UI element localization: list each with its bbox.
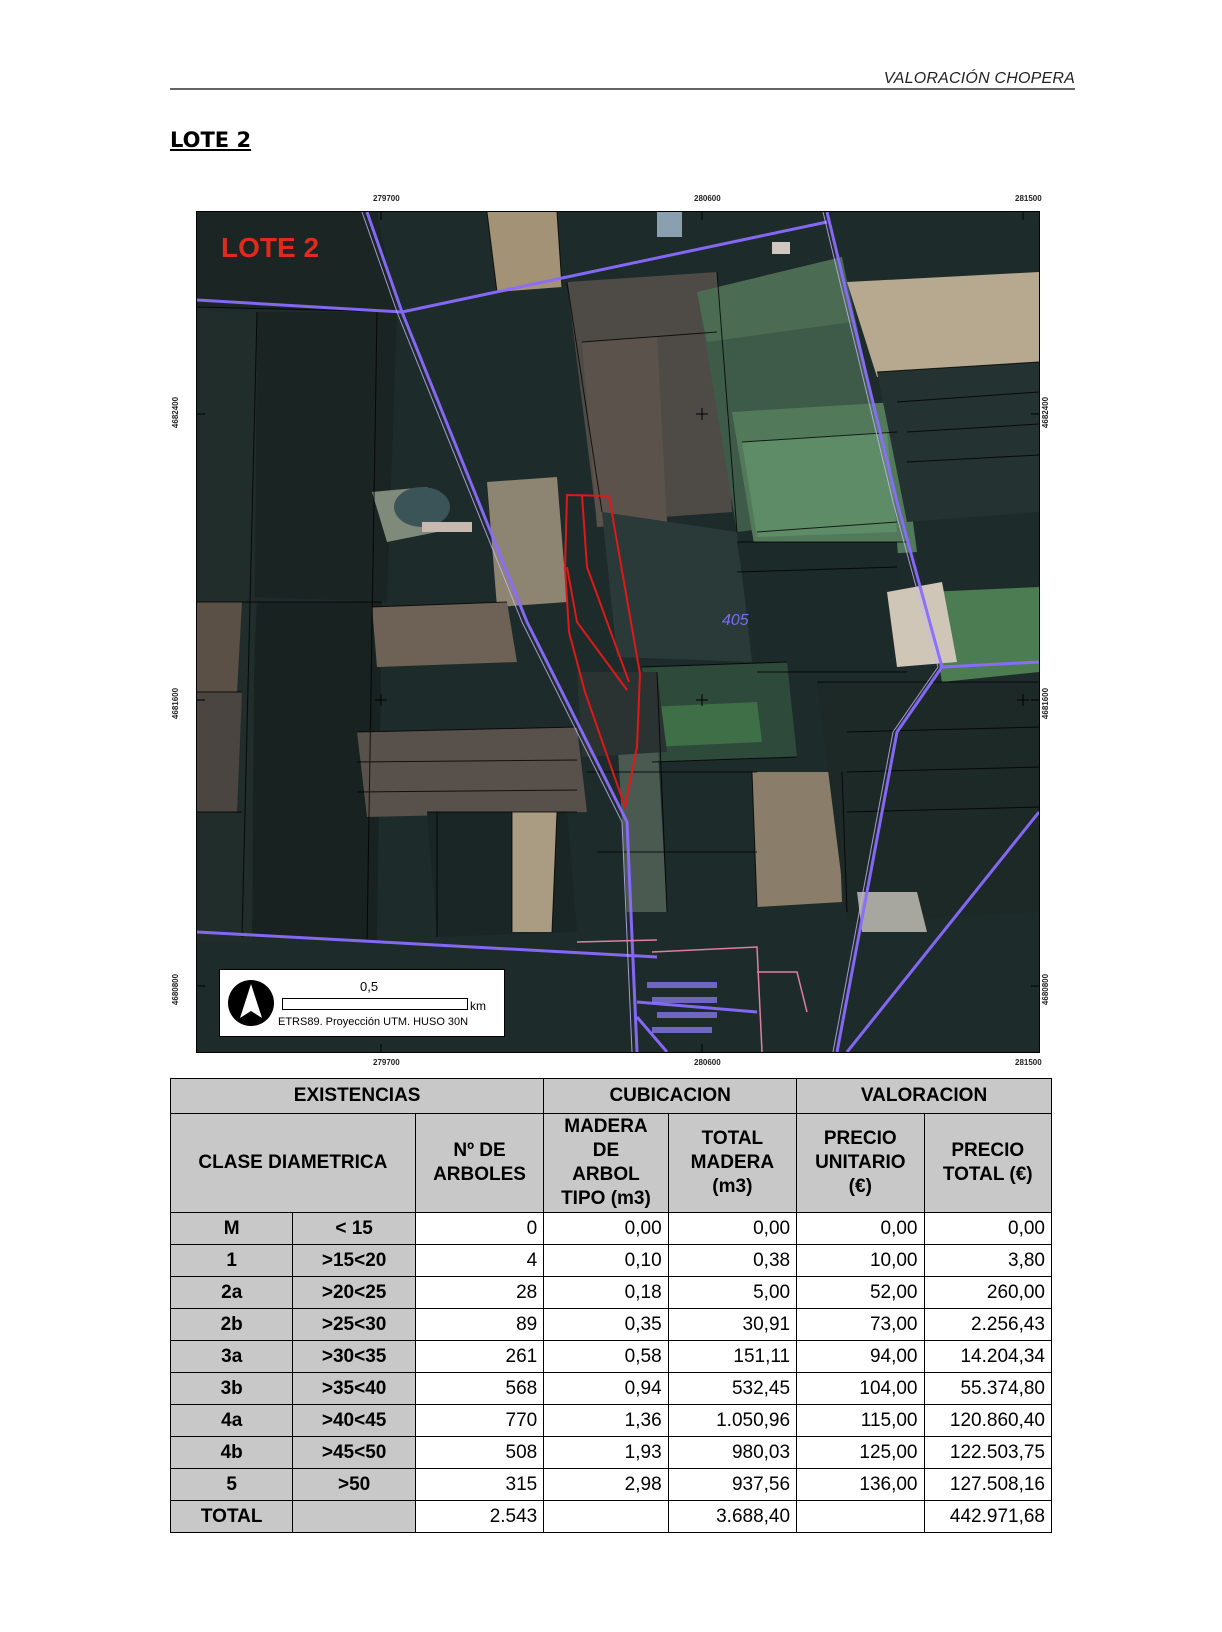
cell-clase: 3a: [171, 1341, 293, 1373]
table-row: [171, 1341, 1052, 1373]
header-divider: [170, 88, 1075, 90]
total-label: TOTAL: [171, 1501, 293, 1533]
cell-precio-total: 120.860,40: [924, 1405, 1052, 1437]
cell-clase: 2a: [171, 1277, 293, 1309]
header-num-arboles: Nº DE ARBOLES: [415, 1114, 543, 1213]
cell-total-madera: 937,56: [668, 1469, 796, 1501]
cell-total-madera: 1.050,96: [668, 1405, 796, 1437]
cell-madera: 0,58: [544, 1341, 668, 1373]
cell-rango: >35<40: [293, 1373, 415, 1405]
table-row: [171, 1405, 1052, 1437]
table-row: [171, 1469, 1052, 1501]
cell-precio-total: 55.374,80: [924, 1373, 1052, 1405]
cell-madera: 0,35: [544, 1309, 668, 1341]
coord-y-right-2: 4681600: [1041, 687, 1051, 720]
total-madera: 3.688,40: [668, 1501, 796, 1533]
cell-arboles: 261: [415, 1341, 543, 1373]
cell-arboles: 89: [415, 1309, 543, 1341]
cell-madera: 2,98: [544, 1469, 668, 1501]
parcel-number-label: 405: [722, 612, 749, 629]
cell-rango: >15<20: [293, 1245, 415, 1277]
cell-clase: M: [171, 1213, 293, 1245]
cell-clase: 2b: [171, 1309, 293, 1341]
valuation-table: [170, 1078, 1052, 1533]
cell-clase: 3b: [171, 1373, 293, 1405]
cell-arboles: 0: [415, 1213, 543, 1245]
cell-precio: 104,00: [797, 1373, 924, 1405]
cell-arboles: 770: [415, 1405, 543, 1437]
cell-precio-total: 14.204,34: [924, 1341, 1052, 1373]
table-row: [171, 1309, 1052, 1341]
cell-arboles: 568: [415, 1373, 543, 1405]
coord-x-bottom-3: 281500: [1015, 1058, 1042, 1067]
cell-precio: 73,00: [797, 1309, 924, 1341]
projection-label: ETRS89. Proyección UTM. HUSO 30N: [278, 1016, 469, 1028]
coord-x-bottom-1: 279700: [373, 1058, 400, 1067]
cell-madera: 0,94: [544, 1373, 668, 1405]
map-lote-label: LOTE 2: [221, 232, 320, 263]
cell-total-madera: 0,00: [668, 1213, 796, 1245]
table-row: [171, 1437, 1052, 1469]
coord-x-top-1: 279700: [373, 194, 400, 203]
cell-precio-total: 127.508,16: [924, 1469, 1052, 1501]
map-legend: [219, 969, 505, 1037]
group-existencias: EXISTENCIAS: [171, 1079, 544, 1114]
cell-madera: 0,00: [544, 1213, 668, 1245]
section-title: LOTE 2: [170, 128, 252, 152]
coord-y-right-1: 4682400: [1041, 396, 1051, 429]
document-header-title: VALORACIÓN CHOPERA: [883, 70, 1075, 87]
group-valoracion: VALORACION: [797, 1079, 1052, 1114]
table-row: [171, 1245, 1052, 1277]
north-arrow-icon: [226, 978, 276, 1028]
cell-rango: >45<50: [293, 1437, 415, 1469]
cell-total-madera: 5,00: [668, 1277, 796, 1309]
cell-rango: >25<30: [293, 1309, 415, 1341]
header-total-madera: TOTAL MADERA (m3): [668, 1114, 796, 1213]
cell-total-madera: 151,11: [668, 1341, 796, 1373]
cell-precio-total: 2.256,43: [924, 1309, 1052, 1341]
cell-arboles: 4: [415, 1245, 543, 1277]
cell-precio: 115,00: [797, 1405, 924, 1437]
cell-precio-total: 0,00: [924, 1213, 1052, 1245]
header-madera-arbol-tipo: MADERA DE ARBOL TIPO (m3): [544, 1114, 668, 1213]
cell-precio: 136,00: [797, 1469, 924, 1501]
cell-total-madera: 0,38: [668, 1245, 796, 1277]
cell-precio: 52,00: [797, 1277, 924, 1309]
coord-y-left-3: 4680800: [171, 973, 181, 1006]
cell-precio: 0,00: [797, 1213, 924, 1245]
header-precio-total: PRECIO TOTAL (€): [924, 1114, 1052, 1213]
cell-clase: 1: [171, 1245, 293, 1277]
scale-value: 0,5: [360, 979, 379, 994]
total-empty-cell: [544, 1501, 668, 1533]
header-clase-diametrica: CLASE DIAMETRICA: [171, 1114, 416, 1213]
cell-madera: 0,10: [544, 1245, 668, 1277]
cell-madera: 1,36: [544, 1405, 668, 1437]
scale-unit: km: [470, 999, 486, 1013]
cell-precio: 125,00: [797, 1437, 924, 1469]
table-row: [171, 1277, 1052, 1309]
group-header-row: [171, 1079, 1052, 1114]
aerial-map: [196, 211, 1040, 1053]
coord-x-top-3: 281500: [1015, 194, 1042, 203]
column-header-row: [171, 1114, 1052, 1213]
cell-precio: 10,00: [797, 1245, 924, 1277]
cell-rango: >50: [293, 1469, 415, 1501]
cell-rango: >30<35: [293, 1341, 415, 1373]
cell-madera: 0,18: [544, 1277, 668, 1309]
cell-precio-total: 122.503,75: [924, 1437, 1052, 1469]
table-row: [171, 1213, 1052, 1245]
total-arboles: 2.543: [415, 1501, 543, 1533]
coord-x-bottom-2: 280600: [694, 1058, 721, 1067]
cell-total-madera: 30,91: [668, 1309, 796, 1341]
cell-total-madera: 532,45: [668, 1373, 796, 1405]
header-precio-unitario: PRECIO UNITARIO (€): [797, 1114, 924, 1213]
cell-clase: 4a: [171, 1405, 293, 1437]
coord-y-right-3: 4680800: [1041, 973, 1051, 1006]
cell-arboles: 315: [415, 1469, 543, 1501]
cell-arboles: 508: [415, 1437, 543, 1469]
cell-precio: 94,00: [797, 1341, 924, 1373]
cell-total-madera: 980,03: [668, 1437, 796, 1469]
cell-precio-total: 3,80: [924, 1245, 1052, 1277]
cell-clase: 5: [171, 1469, 293, 1501]
table-row: [171, 1373, 1052, 1405]
cell-rango: >40<45: [293, 1405, 415, 1437]
coord-y-left-2: 4681600: [171, 687, 181, 720]
total-empty-cell: [797, 1501, 924, 1533]
cell-arboles: 28: [415, 1277, 543, 1309]
group-cubicacion: CUBICACION: [544, 1079, 797, 1114]
cell-rango: >20<25: [293, 1277, 415, 1309]
cell-rango: < 15: [293, 1213, 415, 1245]
coord-y-left-1: 4682400: [171, 396, 181, 429]
total-empty-cell: [293, 1501, 415, 1533]
cell-precio-total: 260,00: [924, 1277, 1052, 1309]
total-precio: 442.971,68: [924, 1501, 1052, 1533]
total-row: [171, 1501, 1052, 1533]
coord-x-top-2: 280600: [694, 194, 721, 203]
cell-madera: 1,93: [544, 1437, 668, 1469]
cell-clase: 4b: [171, 1437, 293, 1469]
scale-bar: [282, 998, 468, 1010]
